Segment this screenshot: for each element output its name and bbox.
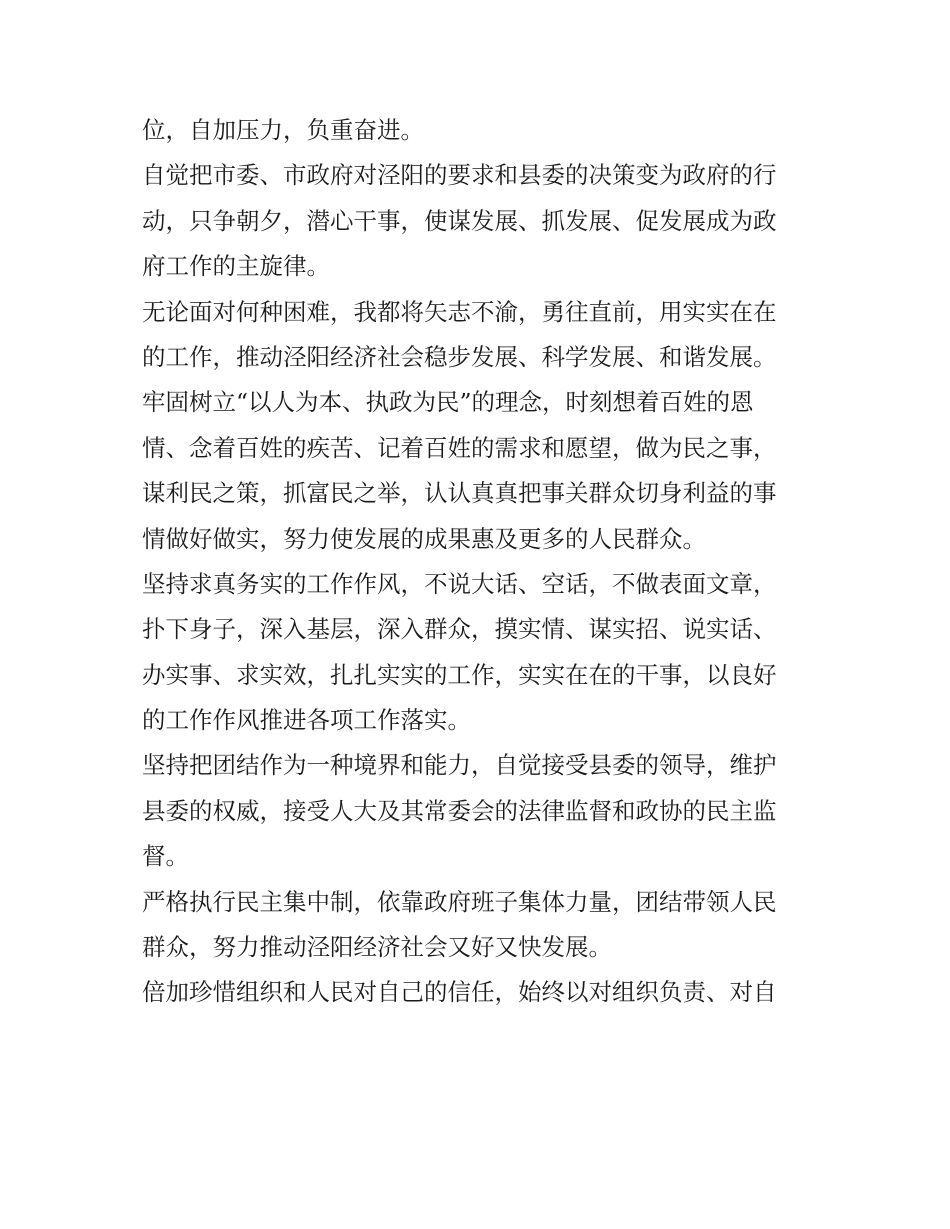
text-line: 位，自加压力，负重奋进。 bbox=[142, 116, 424, 144]
text-line: 自觉把市委、市政府对泾阳的要求和县委的决策变为政府的行 bbox=[142, 161, 777, 190]
text-line: 倍加珍惜组织和人民对自己的信任，始终以对组织负责、对自 bbox=[142, 978, 777, 1007]
text-line: 府工作的主旋律。 bbox=[142, 252, 330, 281]
text-line: 谋利民之策，抓富民之举，认认真真把事关群众切身利益的事 bbox=[142, 479, 777, 508]
document-body-text bbox=[142, 108, 812, 1016]
text-line: 情、念着百姓的疾苦、记着百姓的需求和愿望，做为民之事， bbox=[142, 433, 777, 462]
text-line: 动，只争朝夕，潜心干事，使谋发展、抓发展、促发展成为政 bbox=[142, 206, 777, 235]
text-line: 无论面对何种困难，我都将矢志不渝，勇往直前，用实实在在 bbox=[142, 297, 777, 326]
text-line: 情做好做实，努力使发展的成果惠及更多的人民群众。 bbox=[142, 524, 706, 553]
text-line: 督。 bbox=[142, 842, 189, 871]
text-line: 群众，努力推动泾阳经济社会又好又快发展。 bbox=[142, 933, 612, 962]
text-line: 县委的权威，接受人大及其常委会的法律监督和政协的民主监 bbox=[142, 796, 777, 825]
text-line: 牢固树立“以人为本、执政为民”的理念，时刻想着百姓的恩 bbox=[142, 388, 754, 417]
text-line: 的工作作风推进各项工作落实。 bbox=[142, 706, 471, 735]
text-line: 坚持把团结作为一种境界和能力，自觉接受县委的领导，维护 bbox=[142, 751, 777, 780]
text-line: 坚持求真务实的工作作风，不说大话、空话，不做表面文章， bbox=[142, 569, 777, 598]
text-line: 的工作，推动泾阳经济社会稳步发展、科学发展、和谐发展。 bbox=[142, 342, 777, 371]
text-line: 扑下身子，深入基层，深入群众，摸实情、谋实招、说实话、 bbox=[142, 615, 777, 644]
text-line: 严格执行民主集中制，依靠政府班子集体力量，团结带领人民 bbox=[142, 887, 777, 916]
text-line: 办实事、求实效，扎扎实实的工作，实实在在的干事，以良好 bbox=[142, 660, 777, 689]
